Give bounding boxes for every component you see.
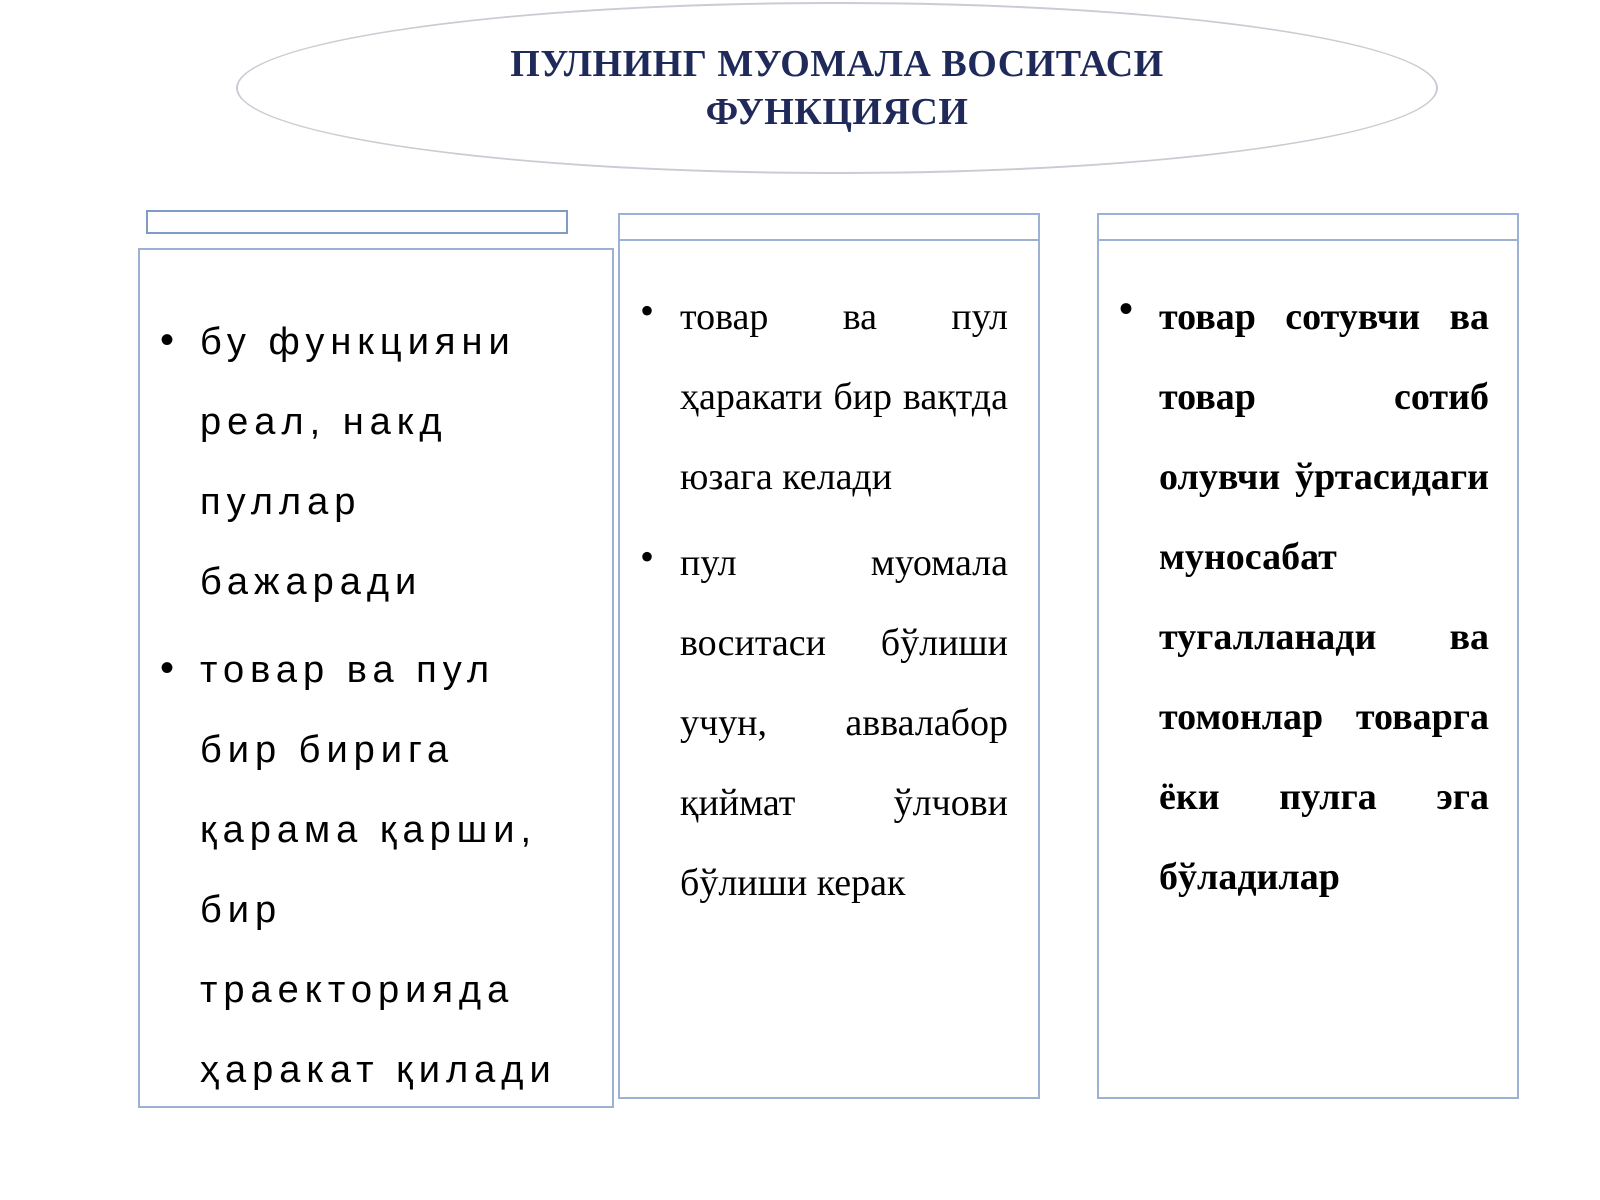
title-line-2: ФУНКЦИЯСИ xyxy=(705,91,969,133)
bullet-icon: • xyxy=(640,288,655,333)
column-1-header xyxy=(146,210,568,234)
column-1-box xyxy=(138,248,614,1108)
list-item xyxy=(1119,277,1489,917)
column-3-header-divider xyxy=(1099,239,1517,241)
list-item xyxy=(160,302,590,622)
bullet-text: бу функцияни реал, накд пуллар бажаради xyxy=(200,321,516,603)
column-3-box xyxy=(1097,213,1519,1099)
column-2-header-divider xyxy=(620,239,1038,241)
list-item xyxy=(640,523,1008,923)
bullet-text: товар сотувчи ва товар сотиб олувчи ўртасидаги муносабат тугалланади ва томонлар товарга ёки пулга эга бўладилар xyxy=(1159,296,1489,898)
list-item xyxy=(160,630,590,1110)
bullet-icon: • xyxy=(1119,286,1134,331)
bullet-text: пул муомала воситаси бўлиши учун, аввалабор қиймат ўлчови бўлиши керак xyxy=(680,542,1008,904)
column-3-bullet-list xyxy=(1119,277,1489,917)
bullet-icon: • xyxy=(640,534,655,579)
bullet-text: товар ва пул ҳаракати бир вақтда юзага келади xyxy=(680,296,1008,498)
list-item xyxy=(640,277,1008,517)
bullet-icon: • xyxy=(160,646,181,690)
bullet-text: товар ва пул бир бирига қарама қарши, бир траекторияда ҳаракат қилади xyxy=(200,649,557,1091)
title-line-1: ПУЛНИНГ МУОМАЛА ВОСИТАСИ xyxy=(510,43,1164,85)
diagram-title xyxy=(236,40,1438,136)
column-1-bullet-list xyxy=(160,302,590,1118)
column-2-box xyxy=(618,213,1040,1099)
bullet-icon: • xyxy=(160,318,181,362)
column-2-bullet-list xyxy=(640,277,1008,929)
